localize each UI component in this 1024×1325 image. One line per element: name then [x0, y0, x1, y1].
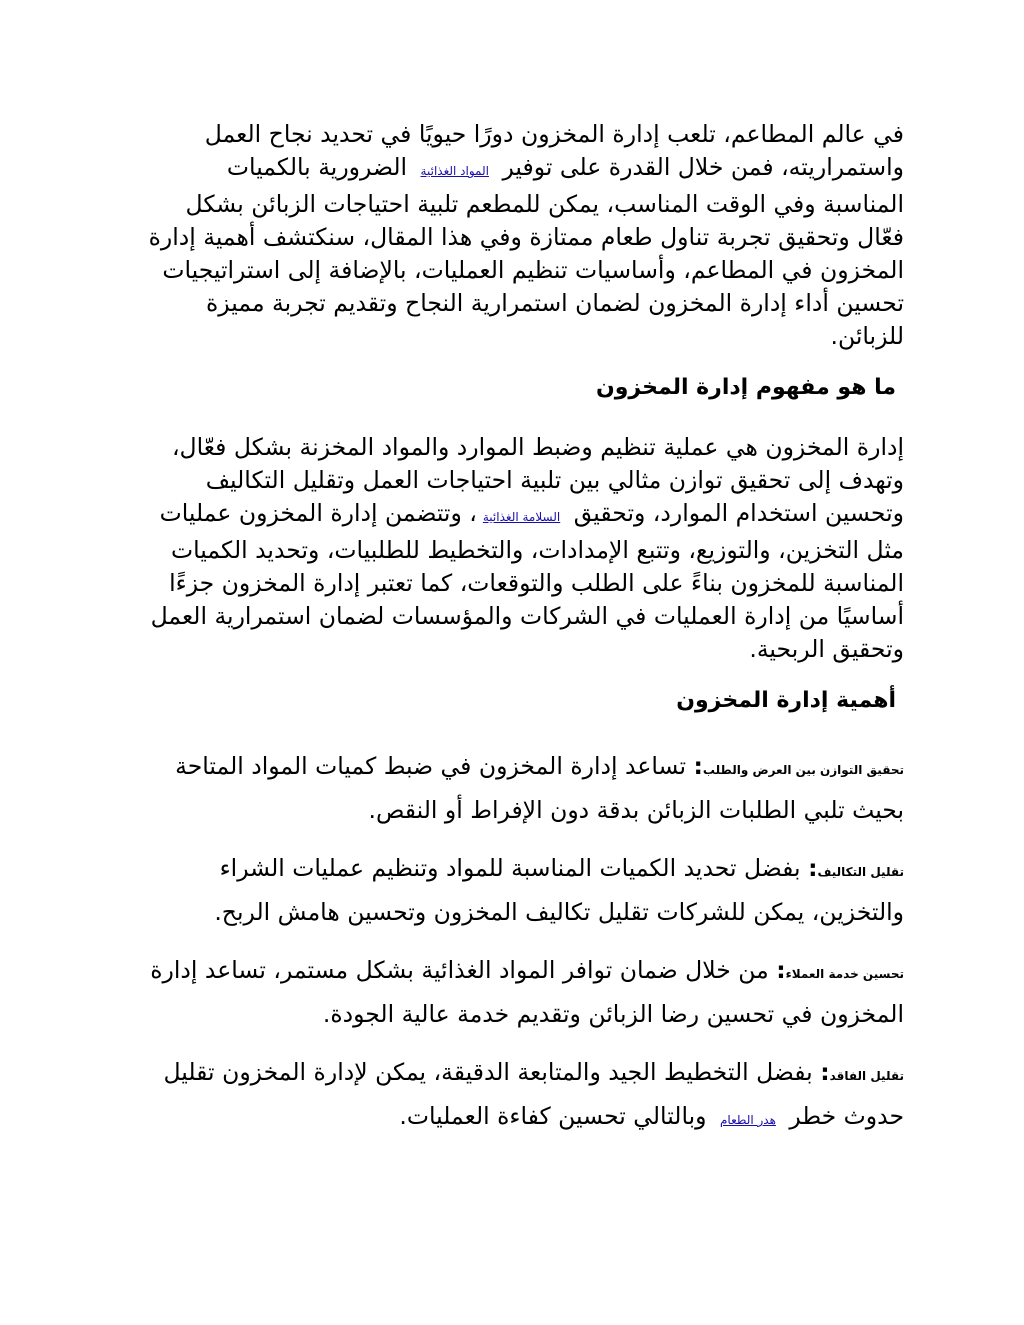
inventory-concept-heading: ما هو مفهوم إدارة المخزون [595, 375, 896, 400]
importance-item-costs [140, 848, 904, 932]
food-safety-link[interactable]: السلامة الغذائية [482, 510, 561, 524]
importance-item-service [140, 950, 904, 1034]
item-colon: : [776, 956, 786, 984]
item-colon: : [820, 1058, 830, 1086]
item-text: وبالتالي تحسين كفاءة العمليات. [399, 1102, 707, 1130]
food-materials-link[interactable]: المواد الغذائية [420, 164, 489, 178]
intro-text-1: في عالم المطاعم، تلعب إدارة المخزون دورًا حيويًا في تحديد نجاح العمل واستمراريته، فمن خلال القدرة على توفير [204, 120, 904, 181]
intro-paragraph [140, 118, 904, 353]
item-text: تساعد إدارة المخزون في ضبط كميات المواد المتاحة بحيث تلبي الطلبات الزبائن بدقة دون الإفراط أو النقص. [175, 752, 904, 824]
definition-text-1: إدارة المخزون هي عملية تنظيم وضبط الموارد والمواد المخزنة بشكل فعّال، وتهدف إلى تحقيق توازن مثالي بين تلبية احتياجات العمل وتقليل التكاليف وتحسين استخدام الموارد، وتحقيق [171, 433, 904, 527]
intro-text-2: الضرورية بالكميات المناسبة وفي الوقت المناسب، يمكن للمطعم تلبية احتياجات الزبائن بشكل فعّال وتحقيق تجربة تناول طعام ممتازة وفي هذا المقال، سنكتشف أهمية إدارة المخزون في المطاعم، وأساسيات تنظيم العمليات، بالإضافة إلى استراتيجيات تحسين أداء إدارة المخزون لضمان استمرارية النجاح وتقديم تجربة مميزة للزبائن. [148, 153, 904, 350]
item-text: من خلال ضمان توافر المواد الغذائية بشكل مستمر، تساعد إدارة المخزون في تحسين رضا الزبائن وتقديم خدمة عالية الجودة. [150, 956, 904, 1028]
inventory-importance-heading: أهمية إدارة المخزون [676, 688, 896, 713]
item-title: تقليل التكاليف [817, 865, 904, 879]
food-waste-link[interactable]: هدر الطعام [719, 1113, 776, 1127]
definition-text-2: ، وتتضمن إدارة المخزون عمليات مثل التخزين، والتوزيع، وتتبع الإمدادات، والتخطيط للطلبيات، وتحديد الكميات المناسبة للمخزون بناءً على الطلب والتوقعات، كما تعتبر إدارة المخزون جزءًا أساسيًا من إدارة العمليات في الشركات والمؤسسات لضمان استمرارية العمل وتحقيق الربحية. [150, 499, 904, 663]
article [140, 118, 904, 1158]
item-colon: : [693, 752, 703, 780]
item-colon: : [808, 854, 818, 882]
definition-paragraph [140, 431, 904, 666]
item-title: تقليل الفاقد [829, 1069, 904, 1083]
item-title: تحقيق التوازن بين العرض والطلب [702, 763, 904, 777]
item-text: بفضل التخطيط الجيد والمتابعة الدقيقة، يمكن لإدارة المخزون تقليل حدوث خطر [163, 1058, 904, 1130]
importance-item-waste [140, 1052, 904, 1140]
item-text: بفضل تحديد الكميات المناسبة للمواد وتنظيم عمليات الشراء والتخزين، يمكن للشركات تقليل تكاليف المخزون وتحسين هامش الربح. [214, 854, 904, 926]
item-title: تحسين خدمة العملاء [785, 967, 904, 981]
importance-item-balance [140, 746, 904, 830]
